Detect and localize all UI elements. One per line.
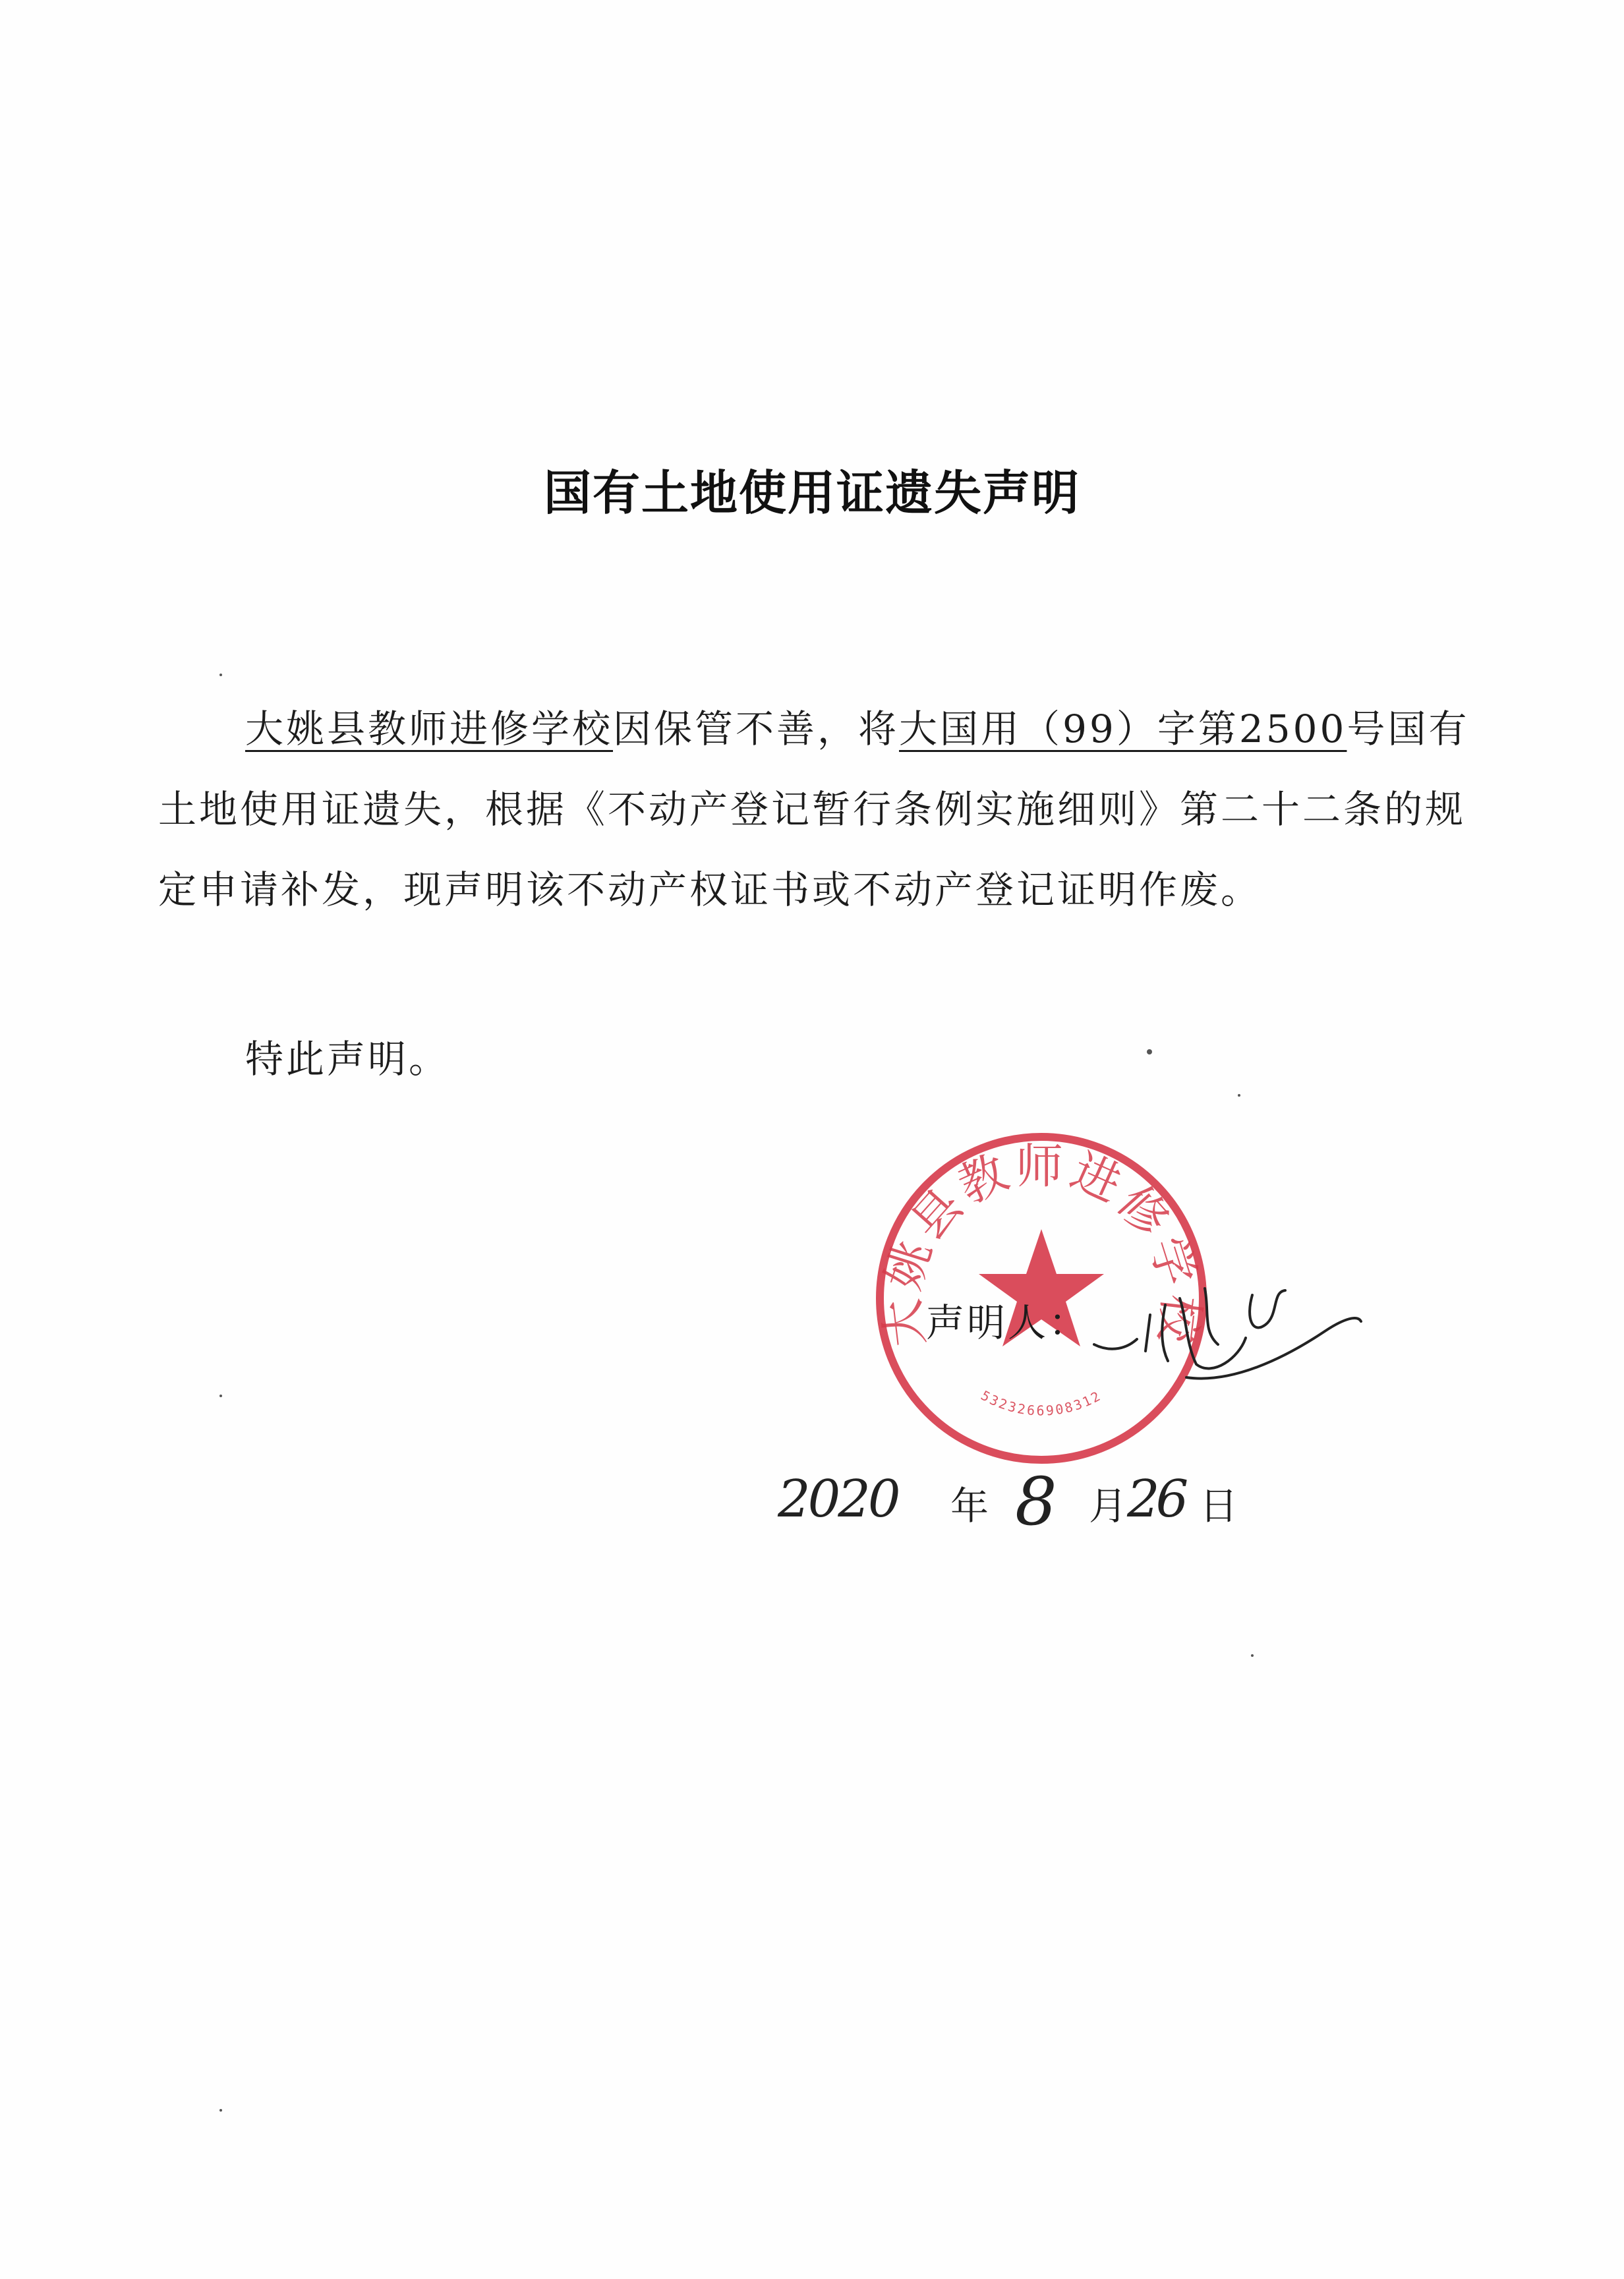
statement-paragraph (158, 689, 1470, 930)
declarant-label: 声明人： (926, 1300, 1090, 1345)
date-row (778, 1463, 1279, 1542)
declarant-line (926, 1292, 1089, 1347)
scan-speck (1251, 1654, 1254, 1657)
date-month: 8 (1015, 1463, 1057, 1540)
scan-speck (219, 674, 222, 676)
date-year: 2020 (778, 1470, 898, 1529)
handwritten-signature (1088, 1252, 1364, 1404)
closing-statement: 特此声明。 (245, 1037, 450, 1082)
svg-text:5323266908312 (978, 1387, 1104, 1418)
statement-body (158, 689, 1470, 930)
scan-speck (1147, 1049, 1152, 1054)
statement-text-1: 因保管不善，将 (613, 707, 900, 751)
document-title: 国有土地使用证遗失声明 (543, 465, 1080, 521)
statement-text-2: 号国有土地使用证遗失，根据《不动产登记暂行条例实施细则》第二十二条的规定申请补发，现声明该不动产权证书或不动产登记证明作废。 (158, 707, 1470, 912)
year-label: 年 (950, 1484, 989, 1528)
date-day: 26 (1127, 1470, 1185, 1529)
day-label: 日 (1200, 1484, 1238, 1528)
month-label: 月 (1089, 1484, 1128, 1528)
certificate-number: 大国用（99）字第2500 (899, 707, 1347, 751)
scan-speck (219, 1395, 222, 1397)
seal-text: 大姚县教师进修学校 (873, 1138, 1209, 1350)
scan-speck (219, 2109, 222, 2112)
applicant-name: 大姚县教师进修学校 (245, 707, 614, 751)
scan-speck (1238, 1094, 1240, 1097)
seal-code: 5323266908312 (978, 1387, 1105, 1419)
